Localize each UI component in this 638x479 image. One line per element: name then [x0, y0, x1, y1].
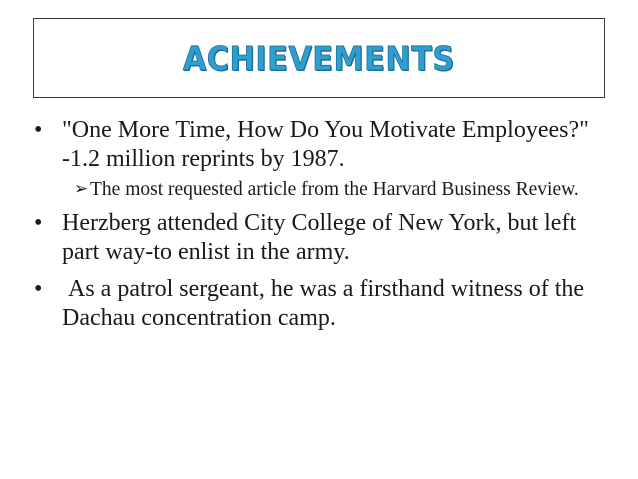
bullet-item-3	[34, 275, 614, 333]
arrow-bullet-icon: ➢	[74, 179, 89, 199]
sub-bullet-item-1	[34, 178, 614, 201]
slide-title: ACHIEVEMENTS	[183, 38, 455, 78]
bullet-dot-icon: •	[34, 117, 43, 143]
bullet-dot-icon: •	[34, 276, 43, 302]
bullet-text: "One More Time, How Do You Motivate Employees?" -1.2 million reprints by 1987.	[62, 117, 589, 172]
bullet-text: As a patrol sergeant, he was a firsthand witness of the Dachau concentration camp.	[62, 276, 591, 331]
bullet-text: Herzberg attended City College of New York, but left part way-to enlist in the army.	[62, 210, 577, 265]
sub-bullet-text: The most requested article from the Harvard Business Review.	[90, 179, 579, 200]
bullet-dot-icon: •	[34, 210, 43, 236]
bullet-item-1	[34, 116, 614, 174]
bullet-list	[34, 116, 614, 341]
title-box	[33, 18, 605, 98]
bullet-item-2	[34, 209, 614, 267]
